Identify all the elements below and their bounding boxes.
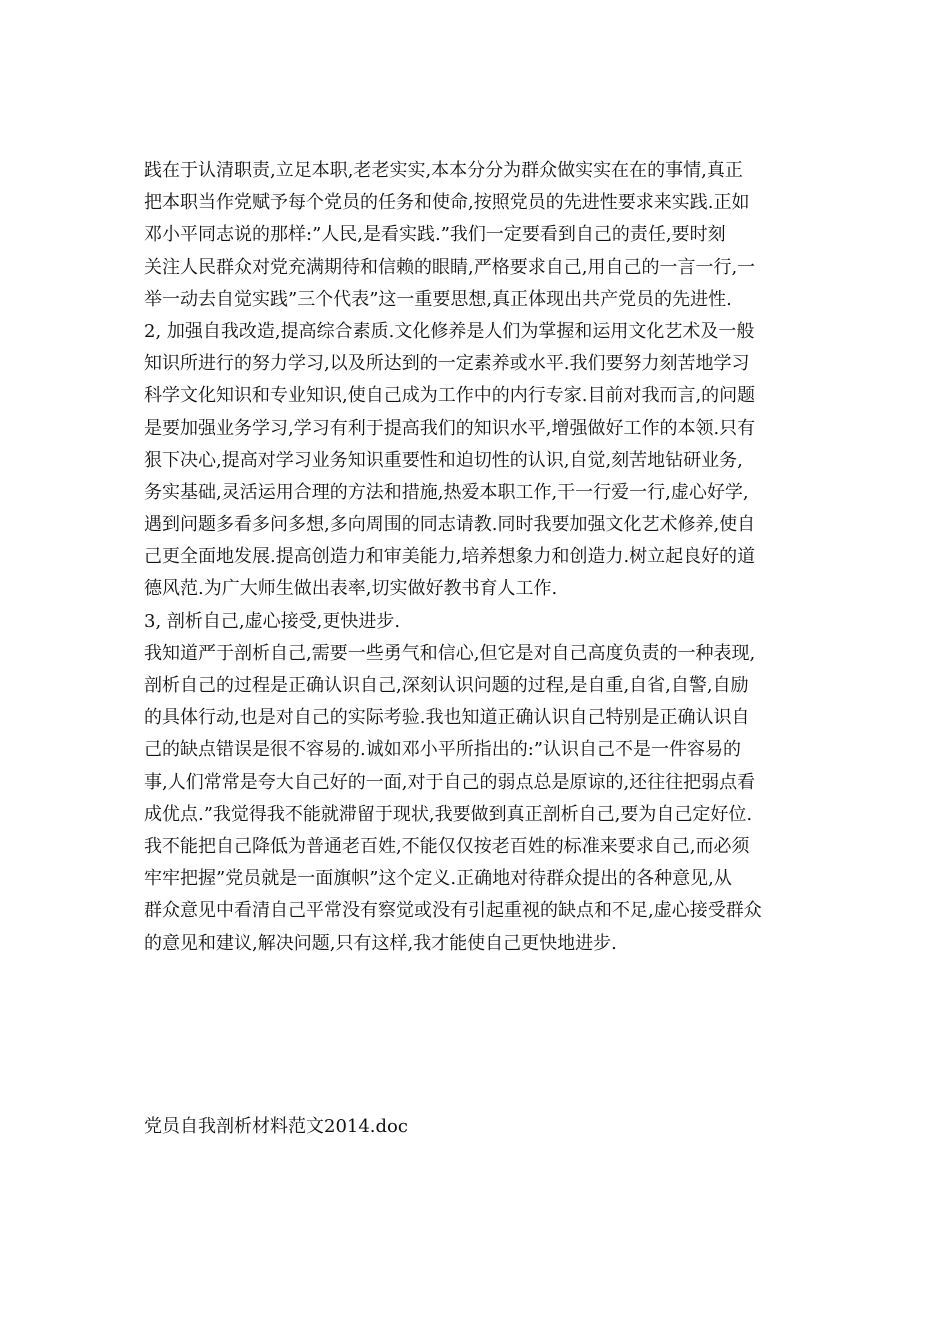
text-line: 己更全面地发展.提高创造力和审美能力,培养想象力和创造力.树立起良好的道 <box>144 546 756 568</box>
text-line: 科学文化知识和专业知识,使自己成为工作中的内行专家.目前对我而言,的问题 <box>144 385 756 407</box>
text-line: 我知道严于剖析自己,需要一些勇气和信心,但它是对自己高度负责的一种表现, <box>144 642 756 664</box>
text-line: 的意见和建议,解决问题,只有这样,我才能使自己更快地进步. <box>144 932 617 954</box>
text-line: 举一动去自觉实践”三个代表”这一重要思想,真正体现出共产党员的先进性. <box>144 288 732 310</box>
text-line: 3, 剖析自己,虚心接受,更快进步. <box>144 610 401 632</box>
text-line: 德风范.为广大师生做出表率,切实做好教书育人工作. <box>144 578 558 600</box>
text-line: 2, 加强自我改造,提高综合素质.文化修养是人们为掌握和运用文化艺术及一般 <box>144 320 755 342</box>
text-line: 践在于认清职责,立足本职,老老实实,本本分分为群众做实实在在的事情,真正 <box>144 160 743 181</box>
text-line: 关注人民群众对党充满期待和信赖的眼睛,严格要求自己,用自己的一言一行,一 <box>144 256 756 278</box>
text-line: 知识所进行的努力学习,以及所达到的一定素养或水平.我们要努力刻苦地学习 <box>144 353 750 375</box>
text-line: 群众意见中看清自己平常没有察觉或没有引起重视的缺点和不足,虚心接受群众 <box>144 900 762 922</box>
text-line: 牢牢把握”党员就是一面旗帜”这个定义.正确地对待群众提出的各种意见,从 <box>144 868 732 890</box>
text-line: 务实基础,灵活运用合理的方法和措施,热爱本职工作,干一行爱一行,虚心好学, <box>144 481 749 503</box>
text-line: 邓小平同志说的那样:”人民,是看实践.”我们一定要看到自己的责任,要时刻 <box>144 224 726 246</box>
text-line: 事,人们常常是夸大自己好的一面,对于自己的弱点总是原谅的,还往往把弱点看 <box>144 771 756 793</box>
text-line: 我不能把自己降低为普通老百姓,不能仅仅按老百姓的标准来要求自己,而必须 <box>144 835 750 857</box>
text-line: 剖析自己的过程是正确认识自己,深刻认识问题的过程,是自重,自省,自警,自励 <box>144 675 749 696</box>
text-line: 的具体行动,也是对自己的实际考验.我也知道正确认识自己特别是正确认识自 <box>144 707 750 729</box>
text-line: 把本职当作党赋予每个党员的任务和使命,按照党员的先进性要求来实践.正如 <box>144 192 750 214</box>
text-line: 是要加强业务学习,学习有利于提高我们的知识水平,增强做好工作的本领.只有 <box>144 417 756 439</box>
text-line: 狠下决心,提高对学习业务知识重要性和迫切性的认识,自觉,刻苦地钻研业务, <box>144 449 743 471</box>
document-body <box>144 155 824 960</box>
footer-filename: 党员自我剖析材料范文2014.doc <box>144 1116 408 1137</box>
text-line: 己的缺点错误是很不容易的.诚如邓小平所指出的:”认识自己不是一件容易的 <box>144 739 741 761</box>
text-line: 成优点.”我觉得我不能就滞留于现状,我要做到真正剖析自己,要为自己定好位. <box>144 803 753 825</box>
text-line: 遇到问题多看多问多想,多向周围的同志请教.同时我要加强文化艺术修养,使自 <box>144 514 756 536</box>
